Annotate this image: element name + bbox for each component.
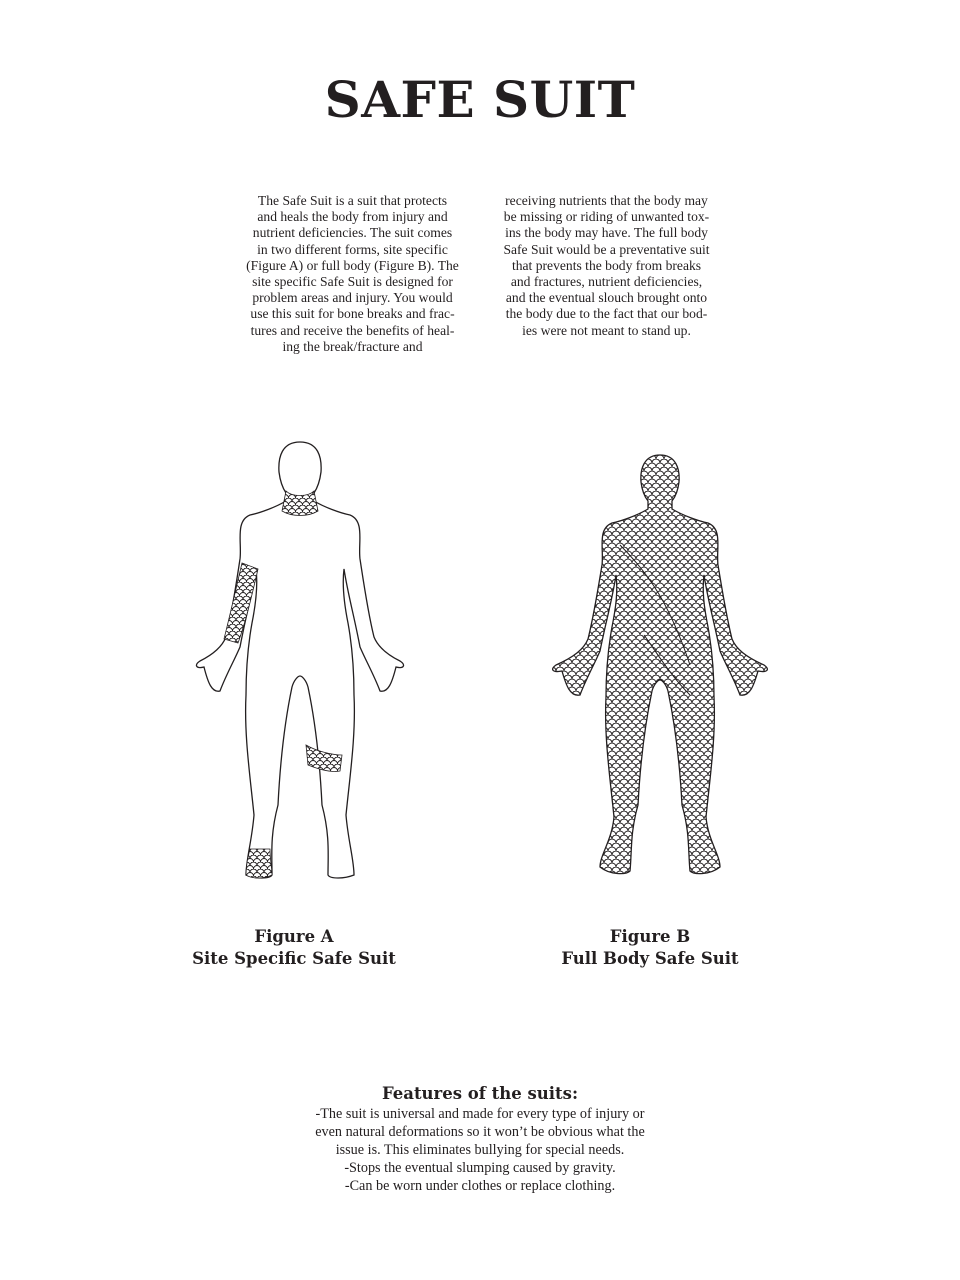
intro-column-left: [235, 193, 470, 355]
feature-line: even natural deformations so it won’t be obvious what the: [315, 1124, 645, 1140]
intro-line: ins the body may have. The full body: [505, 225, 708, 241]
intro-line: and heals the body from injury and: [257, 209, 448, 225]
intro-line: ing the break/fracture and: [282, 338, 423, 354]
intro-line: in two different forms, site specific: [257, 241, 448, 257]
intro-line: use this suit for bone breaks and frac-: [250, 306, 455, 322]
intro-line: The Safe Suit is a suit that protects: [257, 193, 448, 208]
intro-column-right: [489, 193, 724, 339]
features-section: [0, 1084, 960, 1195]
intro-line: (Figure A) or full body (Figure B). The: [246, 257, 459, 273]
body-full-suit: [553, 455, 768, 874]
feature-line: issue is. This eliminates bullying for special needs.: [335, 1142, 625, 1158]
intro-line: and fractures, nutrient deficiencies,: [510, 274, 703, 290]
intro-line: Safe Suit would be a preventative suit: [503, 241, 710, 257]
figure-label: Figure A: [254, 927, 334, 946]
intro-line: problem areas and injury. You would: [252, 290, 453, 306]
feature-line: -The suit is universal and made for every type of injury or: [315, 1106, 645, 1122]
intro-line: that prevents the body from breaks: [511, 257, 702, 273]
intro-line: and the eventual slouch brought onto: [505, 290, 708, 306]
features-heading: Features of the suits:: [381, 1084, 579, 1103]
intro-line: nutrient deficiencies. The suit comes: [252, 225, 453, 241]
intro-line: receiving nutrients that the body may: [505, 193, 708, 208]
intro-line: tures and receive the benefits of heal-: [250, 322, 455, 338]
intro-line: be missing or riding of unwanted tox-: [503, 209, 710, 225]
intro-line: site specific Safe Suit is designed for: [252, 274, 453, 290]
figure-title: Site Specific Safe Suit: [192, 949, 396, 968]
intro-line: the body due to the fact that our bod-: [505, 306, 708, 322]
figure-label: Figure B: [609, 927, 691, 946]
figure-b-body-illustration: [540, 435, 780, 885]
figure-a-body-illustration: [180, 435, 420, 885]
feature-line: -Can be worn under clothes or replace clothing.: [344, 1178, 616, 1194]
intro-line: ies were not meant to stand up.: [522, 322, 691, 338]
page-title: SAFE SUIT: [324, 70, 636, 129]
foot-patch: [246, 849, 272, 878]
figure-title: Full Body Safe Suit: [561, 949, 739, 968]
figure-a-caption: [144, 926, 444, 970]
figure-b-caption: [500, 926, 800, 970]
feature-line: -Stops the eventual slumping caused by gravity.: [344, 1160, 616, 1176]
